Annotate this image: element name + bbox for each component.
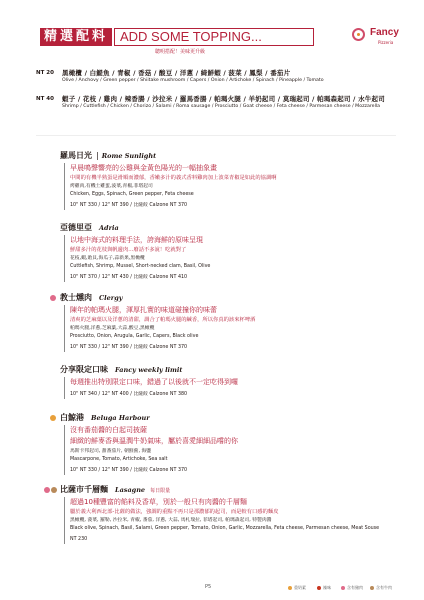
pizza-tagline: 沒有番茄醬的白起司披薩: [70, 426, 147, 434]
pizza-name-en: Clergy: [99, 294, 123, 302]
pizza-title: [60, 364, 182, 375]
pork-indicator-icon: [44, 487, 50, 493]
pizza-name-zh: 羅馬日光: [60, 151, 92, 160]
pizza-name-zh: 比薩市千層麵: [60, 485, 108, 494]
pizza-title: [60, 222, 119, 233]
pizza-tagline: 以地中海式的料理手法，誇海鮮的原味呈現: [70, 236, 203, 244]
pizza-name-en: Beluga Harbour: [91, 414, 150, 422]
topping-price-40: NT 40: [36, 96, 54, 102]
divider: [36, 135, 396, 136]
pizza-price: NT 230: [70, 537, 88, 542]
pizza-price: 10" NT 330 / 12" NT 390 / 比薩餃 Calzone NT 370: [70, 345, 188, 350]
pizza-description: [64, 305, 400, 352]
pizza-name-en: Lasagne: [115, 486, 146, 494]
pizza-ingredients-en: Black olive, Spinach, Basil, Salami, Green pepper, Tomato, Onion, Garlic, Mozzarella, Feta cheese, Parmesan cheese, Meat Souse: [70, 526, 380, 531]
topping-list-en: Shrimp / Cuttlefish / Chicken / Chorizo / Salami / Roma sausage / Prosciutto / Goat cheese / Feta cheese / Parmesan cheese / Mozzarella: [62, 104, 381, 109]
legend-label: 含有牛肉: [376, 585, 392, 590]
pizza-price: 10" NT 330 / 12" NT 390 / 比薩餃 Calzone NT 370: [70, 468, 188, 473]
pizza-price: 10" NT 340 / 12" NT 400 / 比薩餃 Calzone NT 380: [70, 392, 188, 397]
legend-item: [317, 585, 331, 591]
pizza-name-en: Rome Sunlight: [101, 152, 157, 160]
pizza-detail: 清爽的芝麻葉以及洋蔥的清甜，調合了帕瑪火腿的鹹香，所以你真的該來杯啤酒: [70, 317, 256, 323]
pizza-tagline: 陳年的帕瑪火腿，渾厚扎實的味道碰撞你的味蕾: [70, 306, 217, 314]
pork-indicator-icon: [50, 295, 56, 301]
topping-list-zh: 蝦子 / 花枝 / 雞肉 / 辣香腸 / 沙拉米 / 羅馬香腸 / 帕瑪火腿 / 羊奶起司 / 莫瑞起司 / 帕瑪森起司 / 水牛起司: [62, 95, 385, 103]
pizza-ingredients-en: Chicken, Eggs, Spinach, Green pepper, Feta cheese: [70, 192, 194, 197]
pizza-tagline: 早晨鳴聲響亮的公雞與金黃色陽光的一幅抽象畫: [70, 164, 217, 172]
pizza-name-zh: 教士燻肉: [60, 293, 92, 302]
pizza-detail: 細緻的鮮麥香與溫潤牛奶氣味，屬於喜愛細細品嚐的你: [70, 437, 238, 445]
pizza-price: 10" NT 330 / 12" NT 390 / 比薩餃 Calzone NT 370: [70, 203, 188, 208]
pizza-logo-icon: [352, 28, 365, 41]
pizza-tagline: 每週推出特別限定口味，錯過了以後就不一定吃得到囉: [70, 378, 238, 386]
pizza-description: [64, 377, 400, 399]
pizza-description: [64, 235, 400, 282]
topping-list-zh: 黑橄欖 / 白鯷魚 / 青椒 / 香菇 / 酸豆 / 洋蔥 / 綺鮮蝦 / 菠菜 / 鳳梨 / 番茄片: [62, 69, 291, 77]
pizza-ingredients-en: Prosciutto, Onion, Arugula, Garlic, Capers, Black olive: [70, 334, 199, 339]
pizza-detail: 屬於義大利西北部-比薩的做法，強調的重點不再只是那濃郁的起司，而是較有口感的麵皮: [70, 509, 279, 515]
brand-name: Fancy: [370, 27, 399, 38]
pizza-name-zh: 亞德里亞: [60, 223, 92, 232]
pork-legend-icon: [341, 586, 345, 590]
section-title-zh: 精選配料: [40, 28, 112, 46]
pizza-description: [64, 163, 400, 210]
legend-label: 重奶素: [294, 585, 306, 590]
brand-subtitle: Pizzeria: [378, 40, 394, 45]
beef-legend-icon: [370, 586, 374, 590]
pizza-detail: 鮮甜多汁的花枝與帆邊肉...廢話不多說！吃就對了: [70, 247, 187, 253]
pizza-ingredients-zh: 黑橄欖, 菠菜, 羅勒, 沙拉米, 青椒, 番茄, 洋蔥, 大蒜, 馬札瑞拉, 菲塔起司, 帕瑪森起司, 特製肉醬: [70, 518, 272, 523]
legend-item: [288, 585, 306, 591]
pizza-ingredients-zh: 花枝,蝦,貽貝,海瓜子,蒜新果,黑橄欖: [70, 256, 145, 261]
pizza-ingredients-en: Cuttlefish, Shrimp, Mussel, Short-necked clam, Basil, Olive: [70, 264, 211, 269]
topping-list-en: Olive / Anchovy / Green pepper / Shiitake mushroom / Capers / Onion / Artichoke / Spinach / Pineapple / Tomato: [62, 78, 324, 83]
legend-item: [341, 585, 363, 591]
beef-indicator-icon: [51, 487, 57, 493]
pizza-description: [64, 497, 400, 544]
legend-item: [370, 585, 392, 591]
legend-label: 辣味: [323, 585, 331, 590]
dairy-vegetarian-legend-icon: [288, 586, 292, 590]
spicy-legend-icon: [317, 586, 321, 590]
brand-logo: [352, 24, 412, 54]
pizza-title: [60, 412, 150, 423]
section-subtitle: 聰明搭配！美味更升級: [155, 49, 206, 55]
legend-label: 含有豬肉: [347, 585, 363, 590]
daily-limited-badge: 每日限量: [150, 488, 171, 494]
pizza-price: 10" NT 370 / 12" NT 430 / 比薩餃 Calzone NT 410: [70, 275, 188, 280]
pizza-name-en: Adria: [99, 224, 119, 232]
pizza-ingredients-zh: 馬斯卡邦起司, 甜番茄片, 朝鮮薊, 海鹽: [70, 449, 152, 454]
pizza-name-zh: 分享限定口味: [60, 365, 108, 374]
pizza-description: [64, 425, 400, 475]
pizza-ingredients-en: Mascarpone, Tomato, Artichoke, Sea salt: [70, 457, 168, 462]
pizza-name-zh: 白鯨港: [60, 413, 84, 422]
pizza-tagline: 超過10種豐富的餡料及香草，別於一般只有肉醬的千層麵: [70, 498, 247, 506]
pizza-name-en: Fancy weekly limit: [115, 366, 183, 374]
section-title-en: ADD SOME TOPPING...: [114, 28, 314, 46]
pizza-detail: 中間的有機半熟蛋是滑順而濃郁，香嫩多汁的義式香料雞肉加上波菜青椒是如此的協調啊: [70, 175, 277, 181]
topping-price-20: NT 20: [36, 70, 54, 76]
pizza-title: [60, 292, 123, 303]
pizza-title: 羅馬日光 | Rome Sunlight: [60, 151, 157, 160]
pizza-ingredients-zh: 烤雞肉,有機土雞蛋,波菜,青椒,菲塔起司: [70, 184, 153, 189]
dairy-vegetarian-indicator-icon: [50, 415, 56, 421]
pizza-ingredients-zh: 帕瑪火腿,洋蔥,芝麻葉,大蒜,酸豆,黑橄欖: [70, 326, 155, 331]
pizza-title: [60, 484, 170, 495]
page-number: P5: [205, 584, 212, 590]
